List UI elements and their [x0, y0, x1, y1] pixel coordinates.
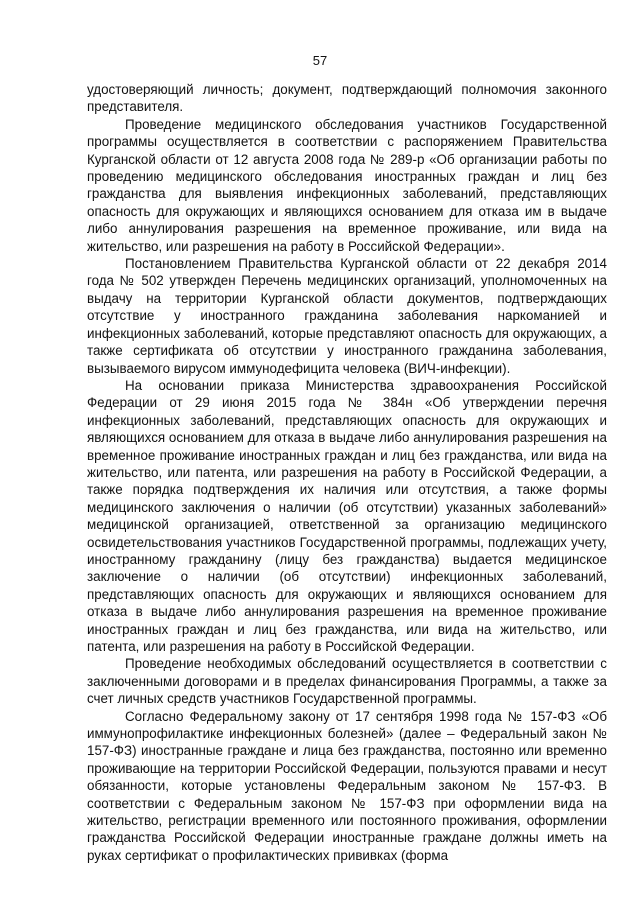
body-text: [87, 81, 607, 864]
paragraph-order-384n: На основании приказа Министерства здравоохранения Российской Федерации от 29 июня 2015 года № 384н «Об утверждении перечня инфекционных заболеваний, представляющих опасность для окружающих и являющихся основанием для отказа в выдаче либо аннулирования разрешения на временное проживание иностранных граждан и лиц без гражданства, или вида на жительство, или патента, или разрешения на работу в Российской Федерации, а также порядка подтверждения их наличия или отсутствия, а также формы медицинского заключения о наличии (об отсутствии) указанных заболеваний» медицинской организацией, ответственной за организацию медицинского освидетельствования участников Государственной программы, подлежащих учету, иностранному гражданину (лицу без гражданства) выдается медицинское заключение о наличии (об отсутствии) инфекционных заболеваний, представляющих опасность для окружающих и являющихся основанием для отказа в выдаче либо аннулирования разрешения на временное проживание иностранных граждан и лиц без гражданства, или вида на жительство, или патента, или разрешения на работу в Российской Федерации.: [87, 377, 607, 654]
paragraph-federal-law-157: Согласно Федеральному закону от 17 сентября 1998 года № 157-ФЗ «Об иммунопрофилактике инфекционных болезней» (далее – Федеральный закон № 157-ФЗ) иностранные граждане и лица без гражданства, постоянно или временно проживающие на территории Российской Федерации, пользуются правами и несут обязанности, которые установлены Федеральным законом № 157-ФЗ. В соответствии с Федеральным законом № 157-ФЗ при оформлении вида на жительство, регистрации временного или постоянного проживания, оформлении гражданства Российской Федерации иностранные граждане должны иметь на руках сертификат о профилактических прививках (форма: [87, 708, 607, 863]
paragraph-resolution-502: Постановлением Правительства Курганской области от 22 декабря 2014 года № 502 утвержден Перечень медицинских организаций, уполномоченных на выдачу на территории Курганской области документов, подтверждающих отсутствие у иностранного гражданина заболевания наркоманией и инфекционных заболеваний, которые представляют опасность для окружающих, а также сертификата об отсутствии у иностранного гражданина заболевания, вызываемого вирусом иммунодефицита человека (ВИЧ-инфекции).: [87, 256, 607, 376]
paragraph-medical-exam: Проведение медицинского обследования участников Государственной программы осуществляется в соответствии с распоряжением Правительства Курганской области от 12 августа 2008 года № 289-р «Об организации работы по проведению медицинского обследования иностранных граждан и лиц без гражданства для выявления инфекционных заболеваний, представляющих опасность для окружающих и являющихся основанием для отказа им в выдаче либо аннулирования разрешения на временное проживание, или вида на жительство, или разрешения на работу в Российской Федерации».: [87, 116, 607, 254]
page-number: 57: [312, 53, 328, 68]
paragraph-examinations-funding: Проведение необходимых обследований осуществляется в соответствии с заключенными договорами и в пределах финансирования Программы, а также за счет личных средств участников Государственной программы.: [87, 656, 607, 707]
paragraph-continuation: удостоверяющий личность; документ, подтверждающий полномочия законного представителя.: [87, 82, 607, 115]
